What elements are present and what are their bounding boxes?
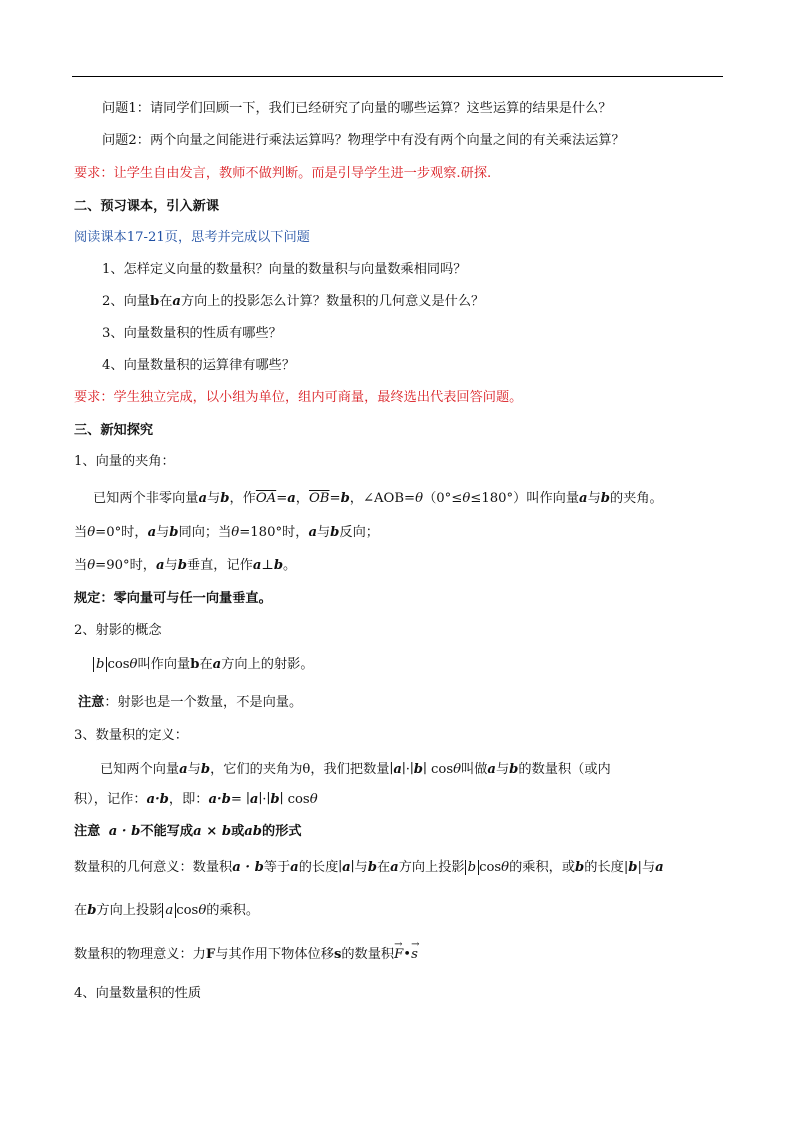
header-rule	[72, 76, 723, 77]
reading-instruction: 阅读课本17-21页，思考并完成以下问题	[74, 230, 310, 245]
requirement-1: 要求：让学生自由发言，教师不做判断。而是引导学生进一步观察.研探.	[74, 166, 492, 181]
dot-product-definition-line-2: 积），记作：a·b，即：a·b= ∣a∣·∣b∣ cosθ	[74, 792, 318, 807]
section-3-heading: 三、新知探究	[74, 423, 154, 438]
prompt-1: 1、怎样定义向量的数量积？向量的数量积与向量数乘相同吗？	[102, 262, 467, 277]
section-2-heading: 二、预习课本，引入新课	[74, 199, 220, 214]
zero-vector-rule: 规定：零向量可与任一向量垂直。	[74, 591, 272, 606]
prompt-2: 2、向量b在a方向上的投影怎么计算？数量积的几何意义是什么？	[102, 294, 485, 309]
projection-definition: b cosθ叫作向量b在a方向上的射影。	[93, 656, 314, 674]
subsection-3-dot-product: 3、数量积的定义：	[74, 728, 188, 743]
subsection-2-projection: 2、射影的概念	[74, 623, 162, 638]
subsection-4-properties: 4、向量数量积的性质	[74, 986, 202, 1001]
dot-product-definition-line-1: 已知两个向量a与b，它们的夹角为θ，我们把数量∣a∣·∣b∣ cosθ叫做a与b的数量积（或内	[100, 762, 611, 777]
geometric-meaning-line-1: 数量积的几何意义：数量积a · b等于a的长度∣a∣与b在a方向上投影 b cosθ的乘积，或b的长度|b|与a	[74, 860, 664, 875]
question-2: 问题2：两个向量之间能进行乘法运算吗？物理学中有没有两个向量之间的有关乘法运算？	[102, 133, 625, 148]
question-1: 问题1：请同学们回顾一下，我们已经研究了向量的哪些运算？这些运算的结果是什么？	[102, 101, 612, 116]
prompt-4: 4、向量数量积的运算律有哪些？	[102, 358, 296, 373]
prompt-3: 3、向量数量积的性质有哪些？	[102, 326, 282, 341]
angle-case-same-opposite: 当θ=0°时，a与b同向；当θ=180°时，a与b反向；	[74, 525, 379, 540]
angle-definition: 已知两个非零向量a与b，作$\overline{OA}=a$，$\overline{OB}=b$，∠AOB=θ（0°≤θ≤180°）叫作向量a与b的夹角。	[93, 491, 663, 506]
angle-case-perpendicular: 当θ=90°时，a与b垂直，记作a⊥b。	[74, 558, 297, 573]
requirement-2: 要求：学生独立完成，以小组为单位，组内可商量，最终选出代表回答问题。	[74, 390, 523, 405]
physical-meaning: 数量积的物理意义：力F与其作用下物体位移s的数量积→ F•→ s	[74, 946, 418, 964]
projection-note: 注意：射影也是一个数量，不是向量。	[78, 695, 303, 710]
geometric-meaning-line-2: 在b方向上投影 a cosθ的乘积。	[74, 903, 260, 918]
notation-warning: 注意 a · b不能写成a × b或ab的形式	[74, 824, 302, 839]
subsection-1-angle: 1、向量的夹角：	[74, 454, 175, 469]
